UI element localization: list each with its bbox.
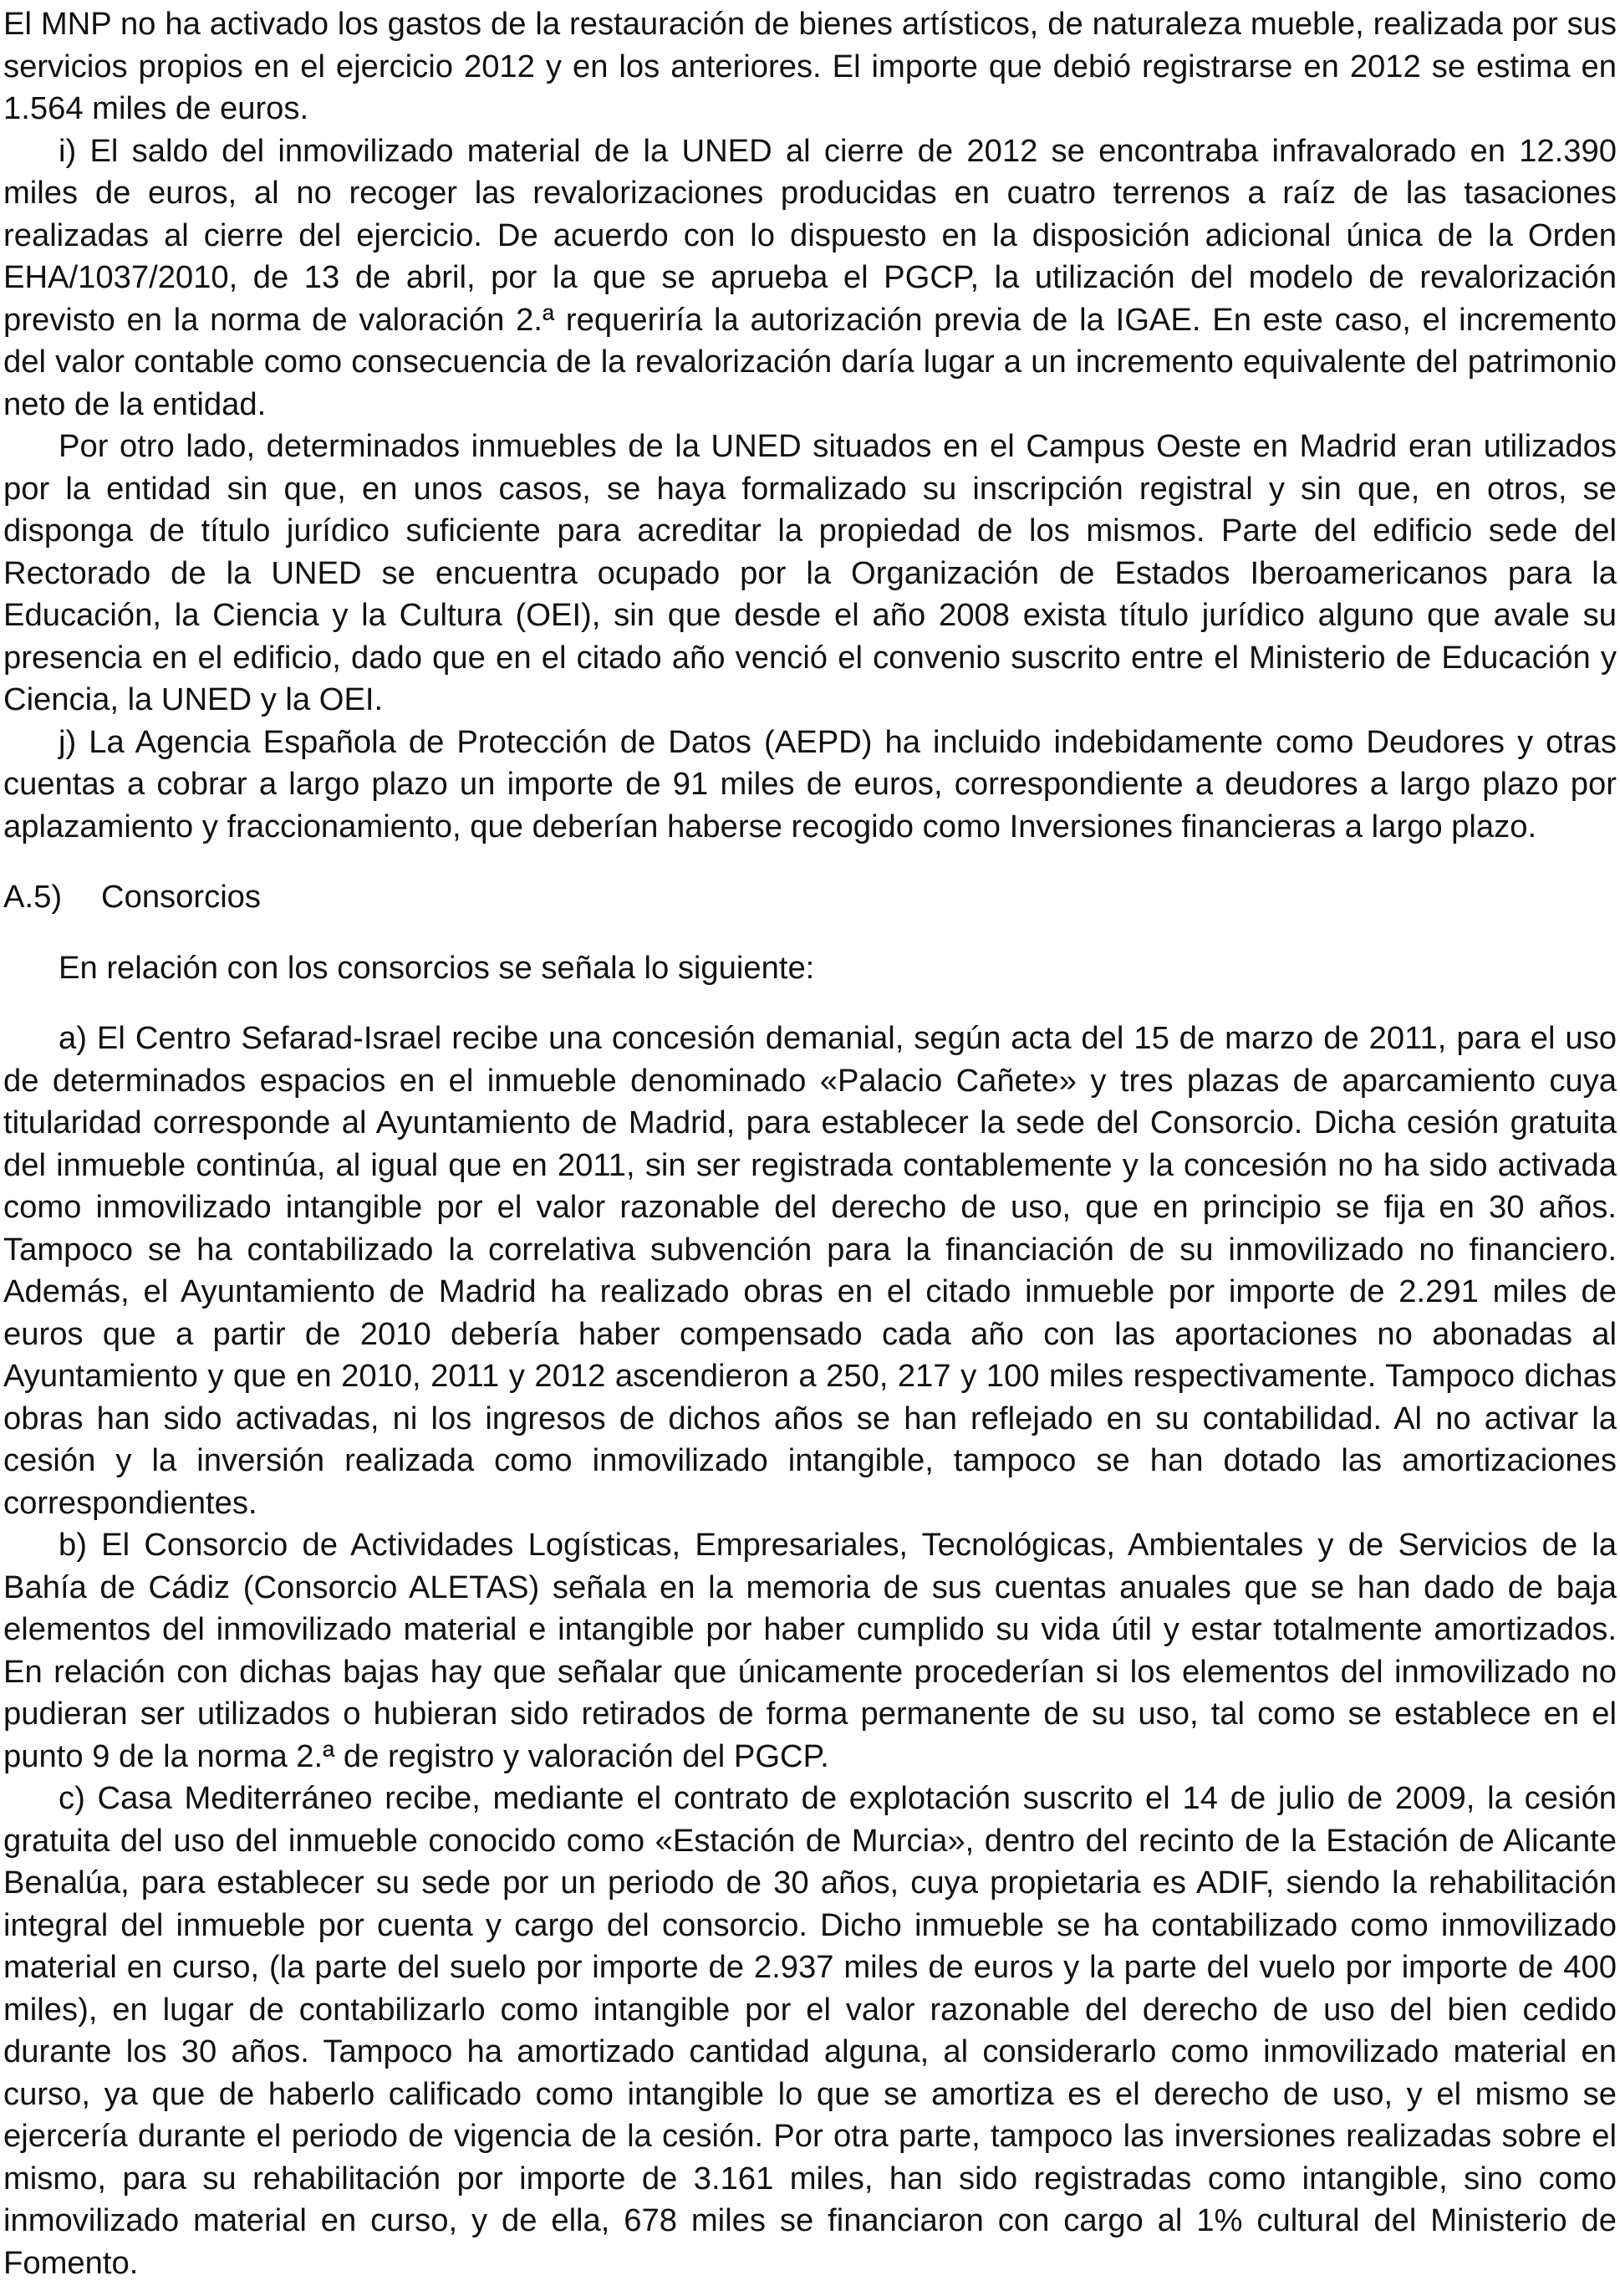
paragraph-mnp-restauracion: El MNP no ha activado los gastos de la restauración de bienes artísticos, de naturaleza mueble, realizada por sus servicios propios en el ejercicio 2012 y en los anteriores. El importe que debió registrarse en 2012 se estima en 1.564 miles de euros. [3,6,1617,126]
spacer [3,919,1617,947]
spacer [3,848,1617,876]
section-heading [3,876,1617,919]
paragraph-a-sefarad-israel: a) El Centro Sefarad-Israel recibe una concesión demanial, según acta del 15 de marzo de 2011, para el uso de determinados espacios en el inmueble denominado «Palacio Cañete» y tres plazas de aparcamiento cuya titularidad corresponde al Ayuntamiento de Madrid, para establecer la sede del Consorcio. Dicha cesión gratuita del inmueble continúa, al igual que en 2011, sin ser registrada contablemente y la concesión no ha sido activada como inmovilizado intangible por el valor razonable del derecho de uso, que en principio se fija en 30 años. Tampoco se ha contabilizado la correlativa subvención para la financiación de su inmovilizado no financiero. Además, el Ayuntamiento de Madrid ha realizado obras en el citado inmueble por importe de 2.291 miles de euros que a partir de 2010 debería haber compensado cada año con las aportaciones no abonadas al Ayuntamiento y que en 2010, 2011 y 2012 ascendieron a 250, 217 y 100 miles respectivamente. Tampoco dichas obras han sido activadas, ni los ingresos de dichos años se han reflejado en su contabilidad. Al no activar la cesión y la inversión realizada como inmovilizado intangible, tampoco se han dotado las amortizaciones correspondientes. [3,1020,1617,1521]
paragraph-b-consorcio-aletas: b) El Consorcio de Actividades Logísticas, Empresariales, Tecnológicas, Ambientales y de Servicios de la Bahía de Cádiz (Consorcio ALETAS) señala en la memoria de sus cuentas anuales que se han dado de baja elementos del inmovilizado material e intangible por haber cumplido su vida útil y estar totalmente amortizados. En relación con dichas bajas hay que señalar que únicamente procederían si los elementos del inmovilizado no pudieran ser utilizados o hubieran sido retirados de forma permanente de su uso, tal como se establece en el punto 9 de la norma 2.ª de registro y valoración del PGCP. [3,1527,1617,1774]
paragraph-c-casa-mediterraneo: c) Casa Mediterráneo recibe, mediante el contrato de explotación suscrito el 14 de julio de 2009, la cesión gratuita del uso del inmueble conocido como «Estación de Murcia», dentro del recinto de la Estación de Alicante Benalúa, para establecer su sede por un periodo de 30 años, cuya propietaria es ADIF, siendo la rehabilitación integral del inmueble por cuenta y cargo del consorcio. Dicho inmueble se ha contabilizado como inmovilizado material en curso, (la parte del suelo por importe de 2.937 miles de euros y la parte del vuelo por importe de 400 miles), en lugar de contabilizarlo como intangible por el valor razonable del derecho de uso del bien cedido durante los 30 años. Tampoco ha amortizado cantidad alguna, al considerarlo como inmovilizado material en curso, ya que de haberlo calificado como intangible lo que se amortiza es el derecho de uso, y el mismo se ejercería durante el periodo de vigencia de la cesión. Por otra parte, tampoco las inversiones realizadas sobre el mismo, para su rehabilitación por importe de 3.161 miles, han sido registradas como intangible, sino como inmovilizado material en curso, y de ella, 678 miles se financiaron con cargo al 1% cultural del Ministerio de Fomento. [3,1780,1617,2281]
section-title: Consorcios [101,879,262,915]
spacer [3,989,1617,1018]
paragraph-j-aepd: j) La Agencia Española de Protección de Datos (AEPD) ha incluido indebidamente como Deudores y otras cuentas a cobrar a largo plazo un importe de 91 miles de euros, correspondiente a deudores a largo plazo por aplazamiento y fraccionamiento, que deberían haberse recogido como Inversiones financieras a largo plazo. [3,723,1617,844]
paragraph-i-uned-inmovilizado: i) El saldo del inmovilizado material de la UNED al cierre de 2012 se encontraba infravalorado en 12.390 miles de euros, al no recoger las revalorizaciones producidas en cuatro terrenos a raíz de las tasaciones realizadas al cierre del ejercicio. De acuerdo con lo dispuesto en la disposición adicional única de la Orden EHA/1037/2010, de 13 de abril, por la que se aprueba el PGCP, la utilización del modelo de revalorización previsto en la norma de valoración 2.ª requeriría la autorización previa de la IGAE. En este caso, el incremento del valor contable como consecuencia de la revalorización daría lugar a un incremento equivalente del patrimonio neto de la entidad. [3,132,1617,422]
section-number: A.5) [3,879,63,915]
section-intro: En relación con los consorcios se señala lo siguiente: [59,949,815,986]
paragraph-uned-inmuebles: Por otro lado, determinados inmuebles de la UNED situados en el Campus Oeste en Madrid eran utilizados por la entidad sin que, en unos casos, se haya formalizado su inscripción registral y sin que, en otros, se disponga de título jurídico suficiente para acreditar la propiedad de los mismos. Parte del edificio sede del Rectorado de la UNED se encuentra ocupado por la Organización de Estados Iberoamericanos para la Educación, la Ciencia y la Cultura (OEI), sin que desde el año 2008 exista título jurídico alguno que avale su presencia en el edificio, dado que en el citado año venció el convenio suscrito entre el Ministerio de Educación y Ciencia, la UNED y la OEI. [3,428,1617,717]
